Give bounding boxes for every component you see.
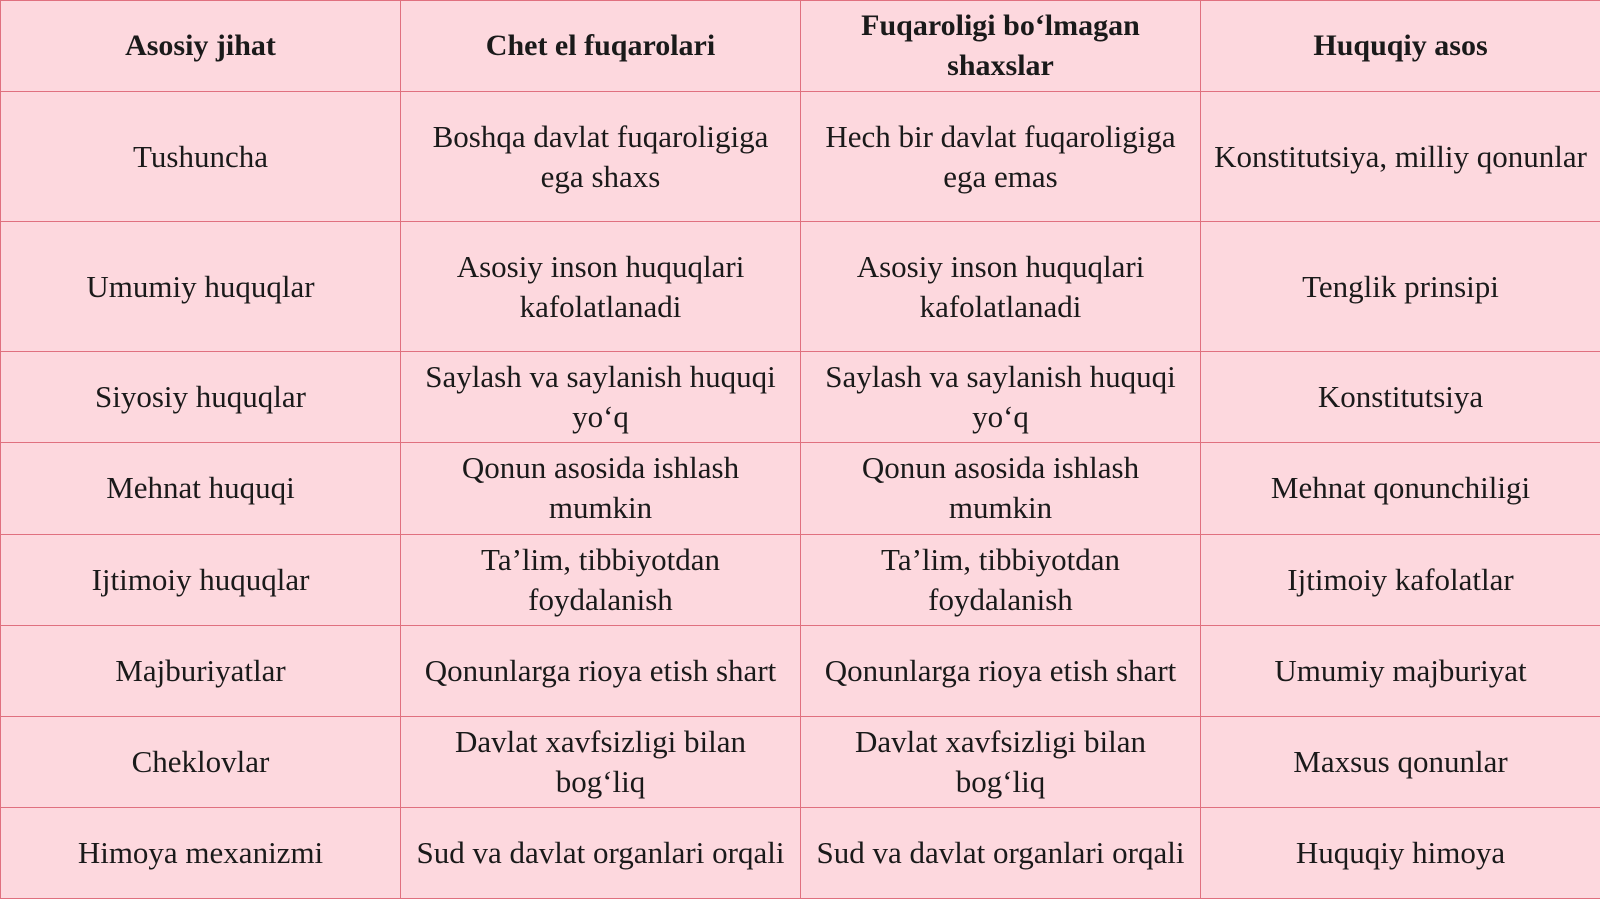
- table-cell: Ta’lim, tibbiyotdan foydalanish: [801, 534, 1201, 625]
- table-cell: Himoya mexanizmi: [1, 807, 401, 898]
- table-row: [1, 92, 1600, 222]
- table-cell: Ijtimoiy huquqlar: [1, 534, 401, 625]
- table-cell: Tenglik prinsipi: [1201, 222, 1600, 352]
- table-row: [1, 534, 1600, 625]
- table-row: [1, 443, 1600, 534]
- table-header-row: [1, 1, 1600, 92]
- table-cell: Majburiyatlar: [1, 625, 401, 716]
- table-cell: Saylash va saylanish huquqi yo‘q: [801, 352, 1201, 443]
- table-cell: Davlat xavfsizligi bilan bog‘liq: [801, 716, 1201, 807]
- table-row: [1, 352, 1600, 443]
- table-cell: Umumiy majburiyat: [1201, 625, 1600, 716]
- table-cell: Tushuncha: [1, 92, 401, 222]
- table-cell: Siyosiy huquqlar: [1, 352, 401, 443]
- table-cell: Qonun asosida ishlash mumkin: [801, 443, 1201, 534]
- table-cell: Maxsus qonunlar: [1201, 716, 1600, 807]
- table-cell: Qonunlarga rioya etish shart: [401, 625, 801, 716]
- header-cell-stateless-persons: Fuqaroligi bo‘lmagan shaxslar: [801, 1, 1201, 92]
- table-cell: Davlat xavfsizligi bilan bog‘liq: [401, 716, 801, 807]
- table-cell: Konstitutsiya, milliy qonunlar: [1201, 92, 1600, 222]
- table-row: [1, 716, 1600, 807]
- table-cell: Asosiy inson huquqlari kafolatlanadi: [801, 222, 1201, 352]
- table-cell: Saylash va saylanish huquqi yo‘q: [401, 352, 801, 443]
- table-cell: Hech bir davlat fuqaroligiga ega emas: [801, 92, 1201, 222]
- table-cell: Ta’lim, tibbiyotdan foydalanish: [401, 534, 801, 625]
- table-cell: Cheklovlar: [1, 716, 401, 807]
- table-cell: Sud va davlat organlari orqali: [801, 807, 1201, 898]
- table-cell: Konstitutsiya: [1201, 352, 1600, 443]
- header-cell-foreign-citizens: Chet el fuqarolari: [401, 1, 801, 92]
- table-row: [1, 807, 1600, 898]
- table-cell: Mehnat qonunchiligi: [1201, 443, 1600, 534]
- header-cell-legal-basis: Huquqiy asos: [1201, 1, 1600, 92]
- table-row: [1, 222, 1600, 352]
- table-cell: Sud va davlat organlari orqali: [401, 807, 801, 898]
- table-cell: Ijtimoiy kafolatlar: [1201, 534, 1600, 625]
- table-cell: Asosiy inson huquqlari kafolatlanadi: [401, 222, 801, 352]
- table-cell: Mehnat huquqi: [1, 443, 401, 534]
- table-cell: Qonunlarga rioya etish shart: [801, 625, 1201, 716]
- table-cell: Boshqa davlat fuqaroligiga ega shaxs: [401, 92, 801, 222]
- header-cell-aspect: Asosiy jihat: [1, 1, 401, 92]
- table-cell: Qonun asosida ishlash mumkin: [401, 443, 801, 534]
- table-cell: Huquqiy himoya: [1201, 807, 1600, 898]
- table-cell: Umumiy huquqlar: [1, 222, 401, 352]
- table-row: [1, 625, 1600, 716]
